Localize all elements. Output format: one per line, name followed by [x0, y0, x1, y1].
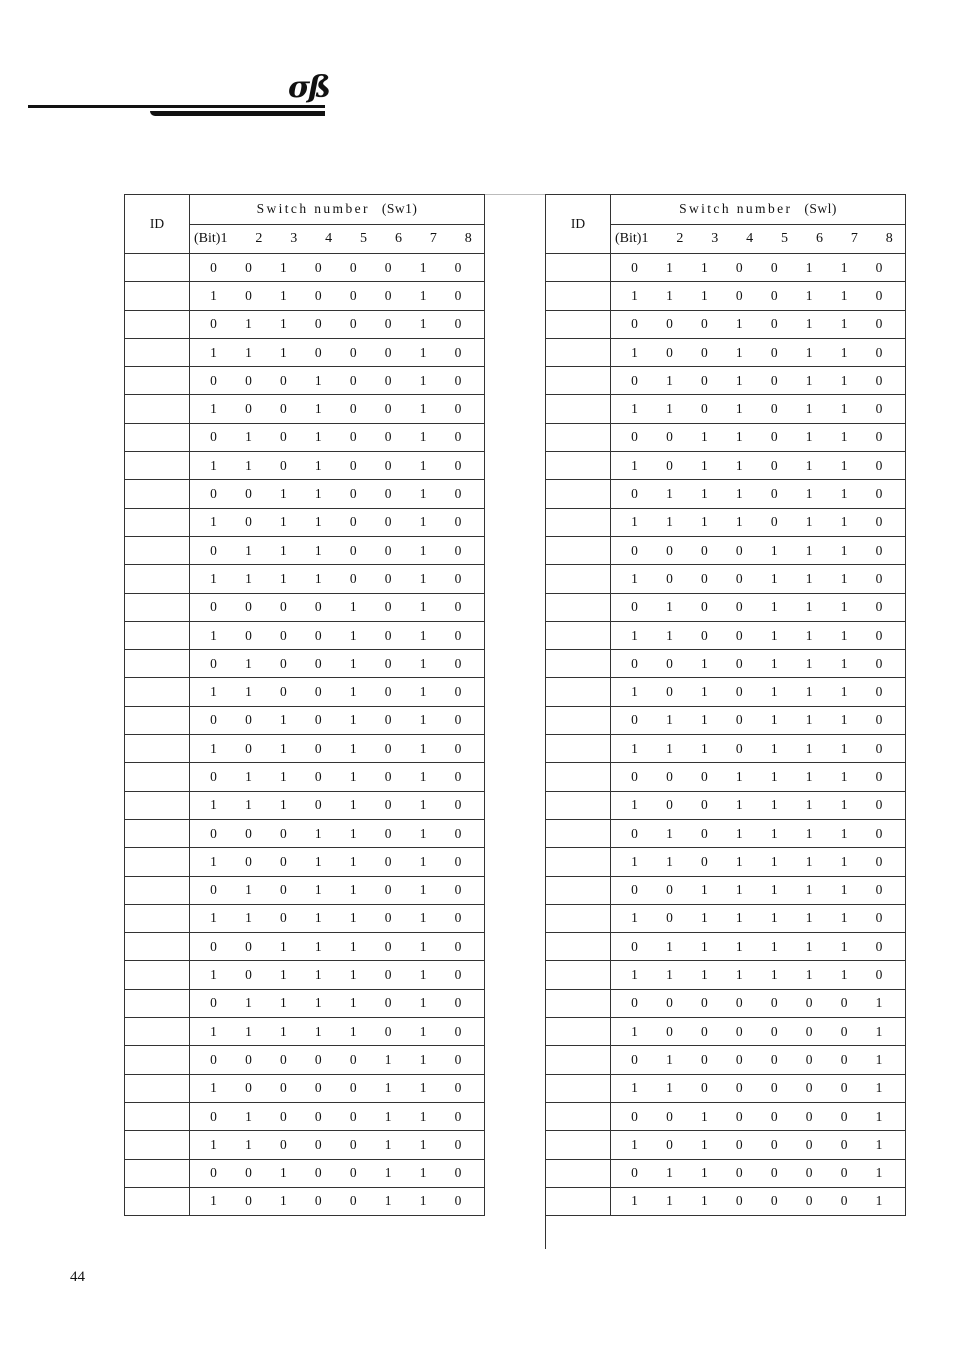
- table-row: [546, 904, 906, 932]
- switch-bits-cell: 0 1 1 1 0 0 1 0: [190, 536, 485, 564]
- id-cell: [125, 904, 190, 932]
- switch-bits-cell: 1 1 1 1 1 1 1 0: [611, 961, 906, 989]
- table-row: [546, 508, 906, 536]
- id-cell: [546, 1187, 611, 1215]
- table-row: [546, 791, 906, 819]
- table-row: [125, 367, 485, 395]
- table-row: [546, 621, 906, 649]
- table-row: [546, 1046, 906, 1074]
- table-row: [546, 933, 906, 961]
- switch-bits-cell: 1 0 1 0 0 1 1 0: [190, 1187, 485, 1215]
- switch-bits-cell: 1 0 1 0 1 1 1 0: [611, 678, 906, 706]
- id-cell: [546, 1131, 611, 1159]
- header-rule-thin: [28, 105, 325, 108]
- switch-bits-cell: 0 0 1 0 0 1 1 0: [190, 1159, 485, 1187]
- table-body-right: [546, 254, 906, 1216]
- switch-bits-cell: 1 1 1 0 0 1 1 0: [611, 282, 906, 310]
- id-cell: [546, 254, 611, 282]
- id-cell: [546, 819, 611, 847]
- switch-bits-cell: 1 1 1 0 0 0 0 1: [611, 1187, 906, 1215]
- table-row: [546, 763, 906, 791]
- table-row: [546, 565, 906, 593]
- switch-bits-cell: 1 1 0 1 0 0 1 0: [190, 452, 485, 480]
- table-row: [125, 1018, 485, 1046]
- switch-table-right: [545, 194, 906, 1216]
- id-cell: [546, 310, 611, 338]
- switch-bits-cell: 1 0 0 1 1 0 1 0: [190, 848, 485, 876]
- switch-bits-cell: 0 0 0 1 1 1 1 0: [611, 763, 906, 791]
- table-row: [546, 1187, 906, 1215]
- id-cell: [546, 904, 611, 932]
- table-row: [546, 310, 906, 338]
- switch-bits-cell: 0 1 0 1 1 0 1 0: [190, 876, 485, 904]
- id-cell: [546, 1046, 611, 1074]
- switch-bits-cell: 0 0 0 1 1 0 1 0: [190, 819, 485, 847]
- switch-bits-cell: 0 1 0 1 1 1 1 0: [611, 819, 906, 847]
- switch-bits-cell: 0 1 0 0 0 1 1 0: [190, 1102, 485, 1130]
- id-cell: [546, 282, 611, 310]
- switch-bits-cell: 0 0 1 0 1 0 1 0: [190, 706, 485, 734]
- table-row: [125, 1187, 485, 1215]
- table-row: [125, 452, 485, 480]
- bit-numbers-header: [611, 224, 906, 254]
- id-cell: [125, 395, 190, 423]
- id-cell: [546, 1159, 611, 1187]
- switch-bits-cell: 0 0 1 1 1 0 1 0: [190, 933, 485, 961]
- switch-bits-cell: 0 1 1 0 1 0 1 0: [190, 763, 485, 791]
- switch-bits-cell: 0 0 1 0 0 0 0 1: [611, 1102, 906, 1130]
- switch-bits-cell: 1 0 0 0 1 1 1 0: [611, 565, 906, 593]
- id-cell: [125, 1187, 190, 1215]
- table-row: [125, 395, 485, 423]
- table-row: [125, 423, 485, 451]
- switch-bits-cell: 0 0 0 0 1 1 1 0: [611, 536, 906, 564]
- id-cell: [546, 989, 611, 1017]
- switch-bits-cell: 0 1 0 0 1 1 1 0: [611, 593, 906, 621]
- switch-number-label: Switch number: [679, 201, 793, 217]
- id-header: ID: [125, 195, 190, 254]
- table-row: [125, 763, 485, 791]
- switch-bits-cell: 0 1 0 1 0 0 1 0: [190, 423, 485, 451]
- id-cell: [125, 1102, 190, 1130]
- table-row: [546, 735, 906, 763]
- table-row: [125, 706, 485, 734]
- bit-label: (Bit): [194, 230, 221, 246]
- id-cell: [546, 961, 611, 989]
- table-row: [125, 338, 485, 366]
- bit-numbers: 1 2 3 4 5 6 7 8: [220, 230, 484, 246]
- table-row: [125, 480, 485, 508]
- table-row: [125, 961, 485, 989]
- switch-bits-cell: 0 1 1 0 0 0 1 0: [190, 310, 485, 338]
- switch-bits-cell: 0 0 0 1 0 1 1 0: [611, 310, 906, 338]
- id-cell: [546, 1018, 611, 1046]
- id-cell: [125, 452, 190, 480]
- id-cell: [546, 763, 611, 791]
- bit-numbers-header: [190, 224, 485, 254]
- switch-bits-cell: 1 1 0 0 1 0 1 0: [190, 678, 485, 706]
- id-cell: [125, 819, 190, 847]
- switch-number-suffix: (Swl): [804, 201, 837, 217]
- table-row: [546, 480, 906, 508]
- table-row: [546, 1159, 906, 1187]
- bit-label: (Bit): [615, 230, 642, 246]
- id-cell: [546, 452, 611, 480]
- id-cell: [125, 1131, 190, 1159]
- table-row: [546, 678, 906, 706]
- switch-bits-cell: 0 0 0 0 0 1 1 0: [190, 1046, 485, 1074]
- id-cell: [125, 338, 190, 366]
- id-cell: [125, 310, 190, 338]
- table-row: [546, 536, 906, 564]
- id-cell: [125, 367, 190, 395]
- table-row: [125, 650, 485, 678]
- id-cell: [125, 876, 190, 904]
- id-cell: [125, 1046, 190, 1074]
- table-row: [125, 989, 485, 1017]
- table-row: [125, 1046, 485, 1074]
- switch-bits-cell: 1 1 0 0 0 1 1 0: [190, 1131, 485, 1159]
- table-row: [546, 593, 906, 621]
- switch-number-label: Switch number: [256, 201, 370, 217]
- table-row: [125, 735, 485, 763]
- table-row: [546, 254, 906, 282]
- id-cell: [546, 678, 611, 706]
- table-row: [125, 1131, 485, 1159]
- switch-bits-cell: 1 0 1 1 1 0 1 0: [190, 961, 485, 989]
- table-row: [546, 1018, 906, 1046]
- page-number: 44: [70, 1269, 85, 1285]
- table-row: [125, 933, 485, 961]
- switch-bits-cell: 1 1 0 0 0 0 0 1: [611, 1074, 906, 1102]
- switch-bits-cell: 0 1 1 1 1 1 1 0: [611, 933, 906, 961]
- switch-bits-cell: 1 0 0 0 0 0 0 1: [611, 1018, 906, 1046]
- switch-bits-cell: 1 1 0 0 1 1 1 0: [611, 621, 906, 649]
- switch-bits-cell: 1 0 0 0 0 1 1 0: [190, 1074, 485, 1102]
- table-row: [546, 338, 906, 366]
- id-cell: [125, 1018, 190, 1046]
- switch-bits-cell: 1 1 1 0 0 0 1 0: [190, 338, 485, 366]
- id-cell: [546, 565, 611, 593]
- switch-bits-cell: 1 1 1 1 0 0 1 0: [190, 565, 485, 593]
- id-cell: [125, 593, 190, 621]
- switch-bits-cell: 0 0 0 0 1 0 1 0: [190, 593, 485, 621]
- table-row: [125, 848, 485, 876]
- switch-bits-cell: 0 1 1 0 0 0 0 1: [611, 1159, 906, 1187]
- switch-bits-cell: 0 1 1 1 0 1 1 0: [611, 480, 906, 508]
- id-cell: [125, 961, 190, 989]
- table-row: [546, 848, 906, 876]
- table-row: [125, 1074, 485, 1102]
- id-cell: [125, 282, 190, 310]
- table-body-left: [125, 254, 485, 1216]
- table-row: [125, 876, 485, 904]
- switch-bits-cell: 1 1 0 1 1 0 1 0: [190, 904, 485, 932]
- bit-numbers: 1 2 3 4 5 6 7 8: [641, 230, 905, 246]
- id-cell: [546, 791, 611, 819]
- header-logo: σß: [288, 70, 329, 105]
- table-row: [546, 819, 906, 847]
- table-row: [546, 395, 906, 423]
- switch-bits-cell: 1 1 0 1 1 1 1 0: [611, 848, 906, 876]
- table-row: [125, 1159, 485, 1187]
- id-cell: [125, 1074, 190, 1102]
- id-cell: [125, 989, 190, 1017]
- table-row: [546, 1102, 906, 1130]
- table-row: [546, 876, 906, 904]
- table-row: [546, 989, 906, 1017]
- id-cell: [546, 933, 611, 961]
- id-cell: [546, 423, 611, 451]
- id-cell: [125, 480, 190, 508]
- id-cell: [125, 536, 190, 564]
- switch-bits-cell: 1 0 1 0 0 0 0 1: [611, 1131, 906, 1159]
- header-rule-thick: [150, 111, 325, 116]
- id-cell: [546, 1102, 611, 1130]
- switch-table-left: [124, 194, 485, 1216]
- id-cell: [125, 508, 190, 536]
- table-row: [546, 282, 906, 310]
- switch-bits-cell: 0 1 1 0 1 1 1 0: [611, 706, 906, 734]
- id-cell: [125, 621, 190, 649]
- table-row: [125, 678, 485, 706]
- id-cell: [125, 735, 190, 763]
- table-row: [125, 1102, 485, 1130]
- switch-bits-cell: 1 1 1 0 1 1 1 0: [611, 735, 906, 763]
- switch-bits-cell: 0 0 0 1 0 0 1 0: [190, 367, 485, 395]
- id-cell: [546, 706, 611, 734]
- switch-bits-cell: 1 1 1 1 0 1 1 0: [611, 508, 906, 536]
- table-row: [546, 650, 906, 678]
- switch-bits-cell: 1 0 0 1 1 1 1 0: [611, 791, 906, 819]
- switch-bits-cell: 0 0 1 1 1 1 1 0: [611, 876, 906, 904]
- id-cell: [125, 650, 190, 678]
- switch-bits-cell: 1 1 0 1 0 1 1 0: [611, 395, 906, 423]
- id-cell: [546, 650, 611, 678]
- table-row: [125, 621, 485, 649]
- id-cell: [546, 876, 611, 904]
- table-row: [125, 310, 485, 338]
- table-row: [546, 1074, 906, 1102]
- switch-bits-cell: 1 0 1 1 1 1 1 0: [611, 904, 906, 932]
- table-row: [546, 1131, 906, 1159]
- table-row: [125, 904, 485, 932]
- switch-bits-cell: 0 0 1 1 0 1 1 0: [611, 423, 906, 451]
- switch-bits-cell: 0 0 1 0 1 1 1 0: [611, 650, 906, 678]
- table-row: [546, 706, 906, 734]
- table-row: [125, 791, 485, 819]
- switch-bits-cell: 0 1 0 1 0 1 1 0: [611, 367, 906, 395]
- id-cell: [546, 338, 611, 366]
- table-row: [125, 508, 485, 536]
- table-row: [125, 282, 485, 310]
- table-row: [546, 452, 906, 480]
- id-cell: [546, 367, 611, 395]
- switch-number-header: [611, 195, 906, 225]
- id-cell: [125, 763, 190, 791]
- table-row: [125, 536, 485, 564]
- switch-bits-cell: 0 1 0 0 0 0 0 1: [611, 1046, 906, 1074]
- switch-bits-cell: 1 0 1 0 0 0 1 0: [190, 282, 485, 310]
- id-cell: [546, 395, 611, 423]
- id-cell: [125, 791, 190, 819]
- id-header: ID: [546, 195, 611, 254]
- id-cell: [546, 480, 611, 508]
- switch-bits-cell: 0 1 0 0 1 0 1 0: [190, 650, 485, 678]
- id-cell: [125, 423, 190, 451]
- switch-bits-cell: 0 1 1 0 0 1 1 0: [611, 254, 906, 282]
- table-row: [546, 423, 906, 451]
- id-cell: [546, 536, 611, 564]
- switch-number-suffix: (Sw1): [381, 201, 418, 217]
- switch-bits-cell: 1 0 1 1 0 1 1 0: [611, 452, 906, 480]
- switch-bits-cell: 0 0 1 0 0 0 1 0: [190, 254, 485, 282]
- switch-bits-cell: 1 0 1 0 1 0 1 0: [190, 735, 485, 763]
- table-row: [125, 819, 485, 847]
- id-cell: [546, 848, 611, 876]
- switch-bits-cell: 1 1 1 0 1 0 1 0: [190, 791, 485, 819]
- table-row: [125, 254, 485, 282]
- id-cell: [125, 933, 190, 961]
- switch-bits-cell: 0 0 0 0 0 0 0 1: [611, 989, 906, 1017]
- table-row: [125, 565, 485, 593]
- table-row: [125, 593, 485, 621]
- id-cell: [125, 1159, 190, 1187]
- switch-bits-cell: 1 0 0 0 1 0 1 0: [190, 621, 485, 649]
- switch-bits-cell: 1 0 1 1 0 0 1 0: [190, 508, 485, 536]
- id-cell: [125, 565, 190, 593]
- switch-number-header: [190, 195, 485, 225]
- id-cell: [125, 254, 190, 282]
- id-cell: [546, 593, 611, 621]
- id-cell: [125, 848, 190, 876]
- id-cell: [125, 706, 190, 734]
- id-cell: [546, 1074, 611, 1102]
- id-cell: [546, 508, 611, 536]
- id-cell: [546, 735, 611, 763]
- id-cell: [125, 678, 190, 706]
- switch-bits-cell: 1 1 1 1 1 0 1 0: [190, 1018, 485, 1046]
- switch-bits-cell: 0 0 1 1 0 0 1 0: [190, 480, 485, 508]
- switch-bits-cell: 1 0 0 1 0 1 1 0: [611, 338, 906, 366]
- switch-bits-cell: 1 0 0 1 0 0 1 0: [190, 395, 485, 423]
- id-cell: [546, 621, 611, 649]
- table-row: [546, 367, 906, 395]
- table-row: [546, 961, 906, 989]
- switch-bits-cell: 0 1 1 1 1 0 1 0: [190, 989, 485, 1017]
